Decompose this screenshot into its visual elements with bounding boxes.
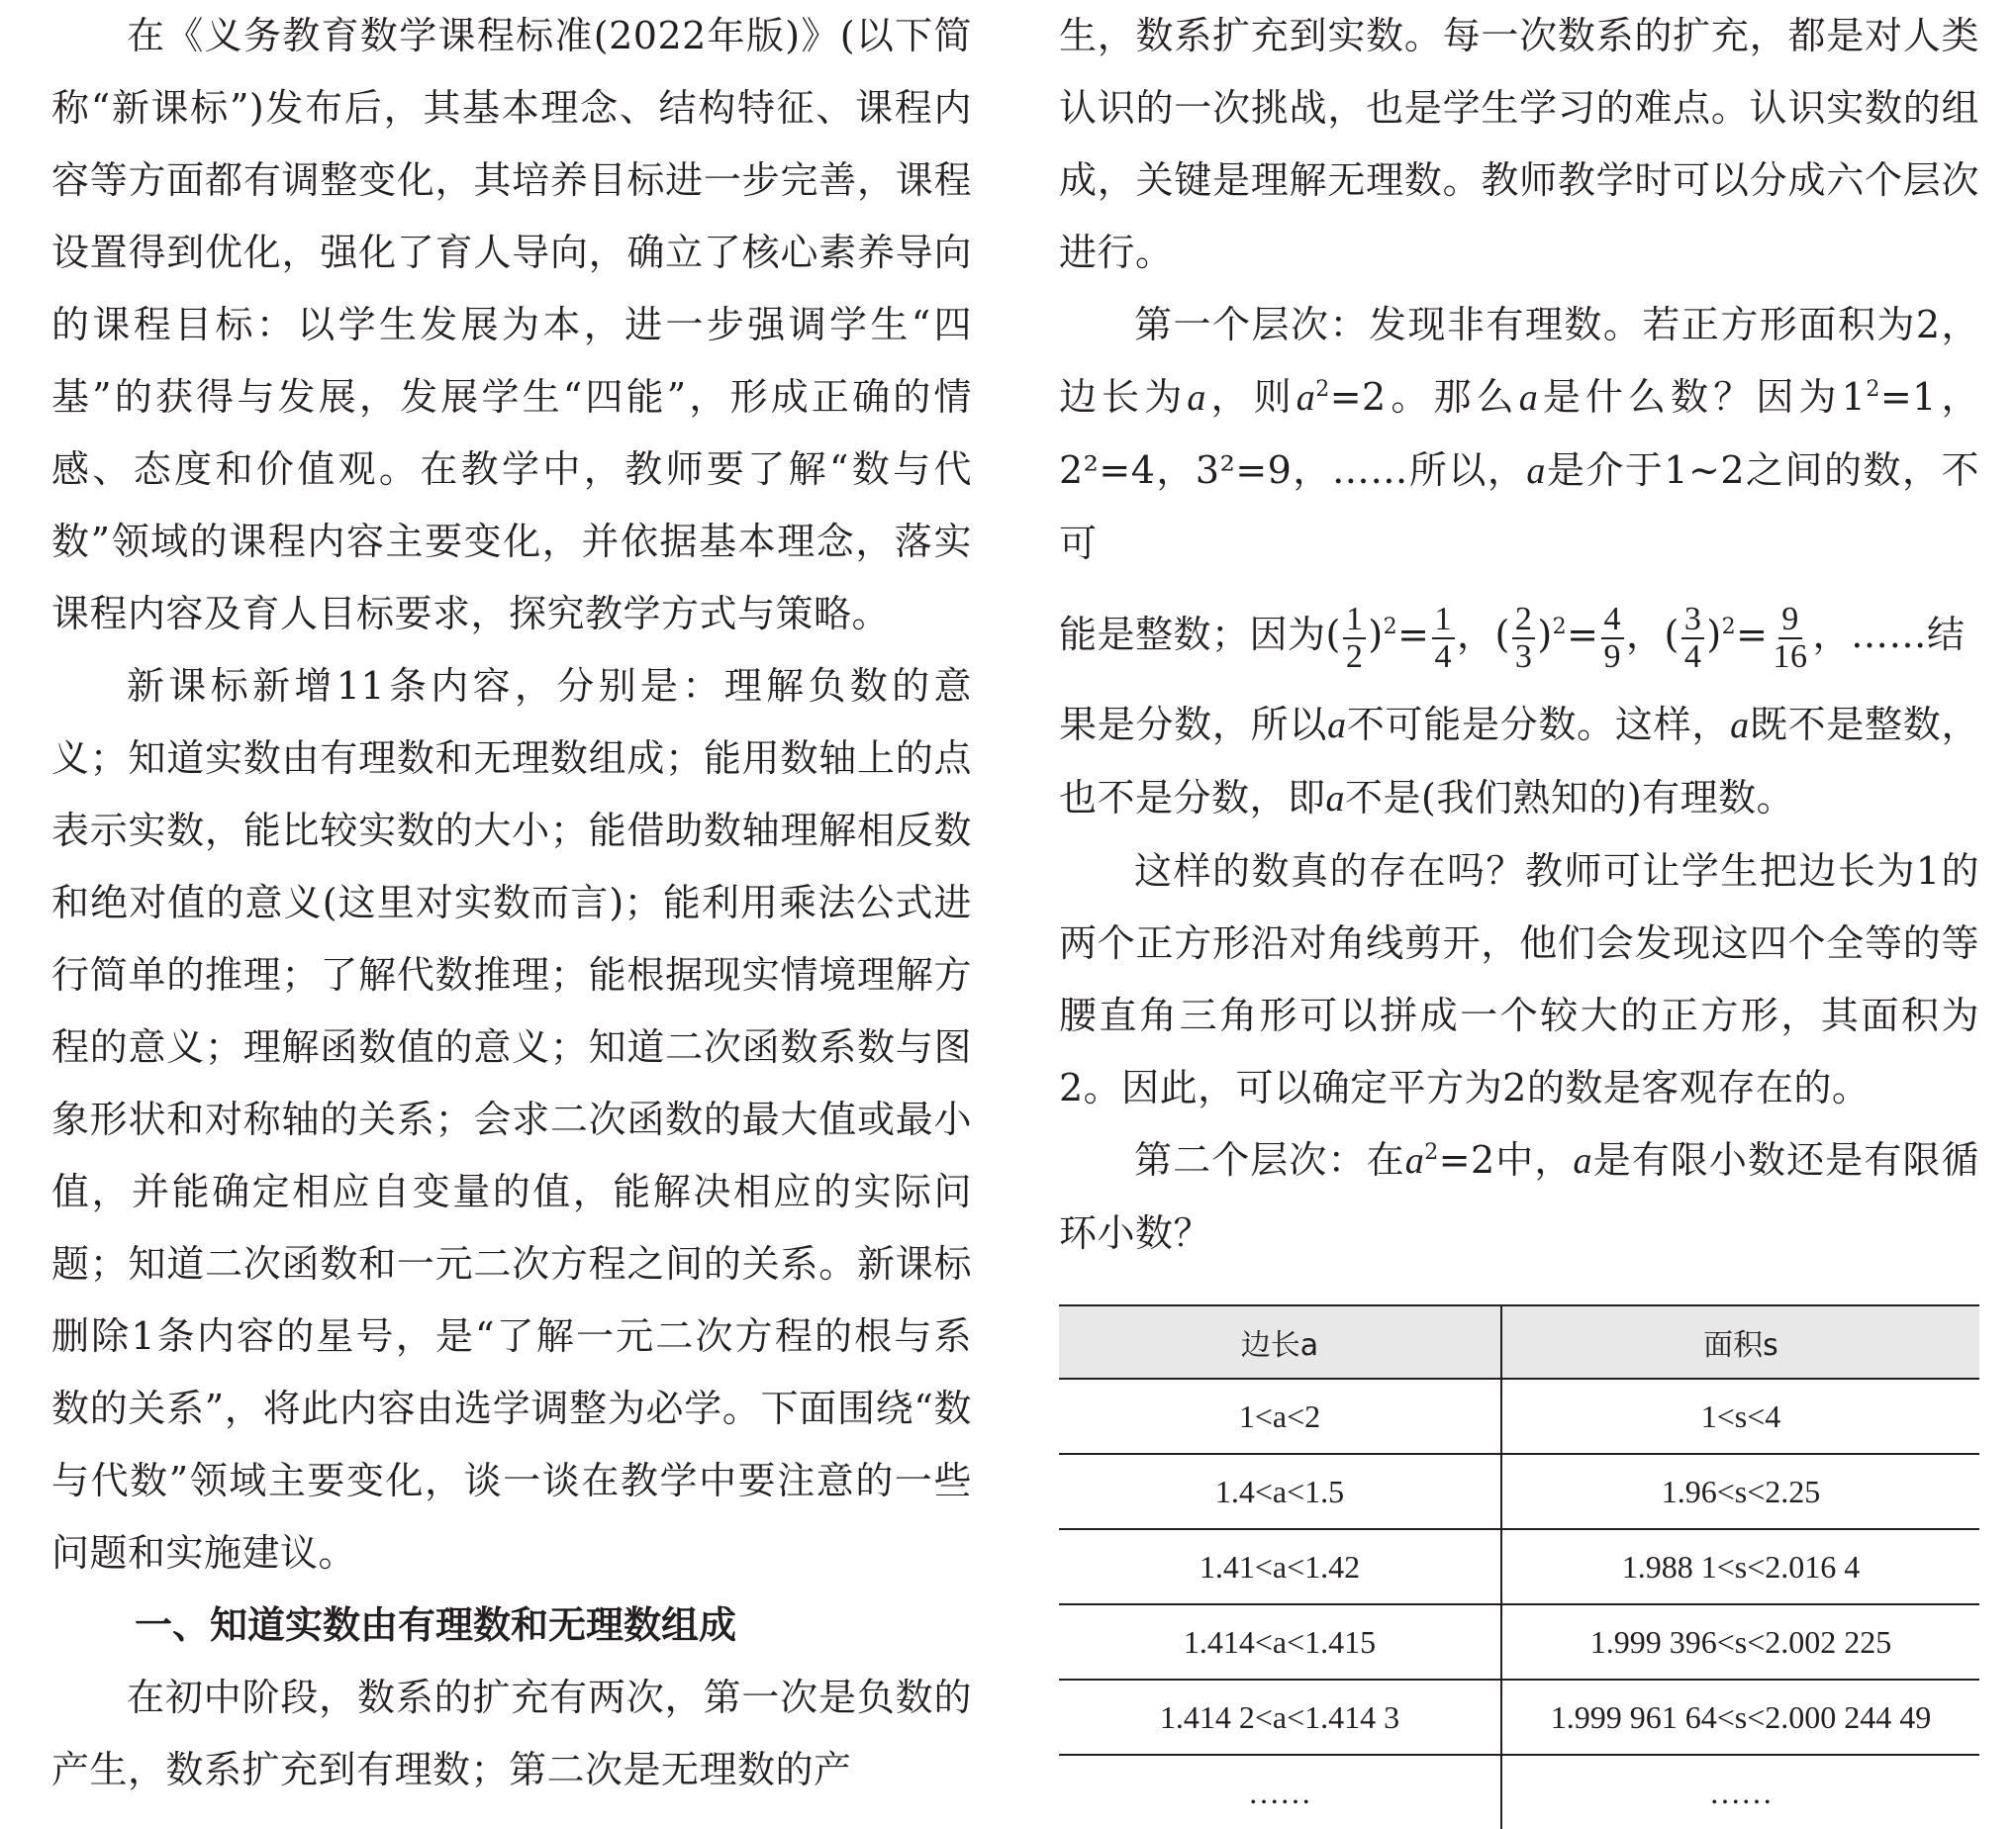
table-cell: 1<a<2 [1059, 1379, 1501, 1454]
table-cell: 1.96<s<2.25 [1501, 1454, 1979, 1529]
level-one-conclusion: 果是分数，所以a不可能是分数。这样，a既不是整数，也不是分数，即a不是(我们熟知的)有理数。 [1059, 703, 1979, 819]
table-row [1059, 1529, 1979, 1604]
fraction-3-4: $\frac{3}{4}$ [1681, 602, 1705, 675]
table-cell: 1.414 2<a<1.414 3 [1059, 1680, 1501, 1755]
fraction-9-16: $\frac{9}{16}$ [1773, 600, 1808, 675]
approximation-table [1059, 1304, 1979, 1829]
intro-paragraph: 在《义务教育数学课程标准(2022年版)》(以下简称“新课标”)发布后，其基本理念、结构特征、课程内容等方面都有调整变化，其培养目标进一步完善，课程设置得到优化，强化了育人导向，确立了核心素养导向的课程目标：以学生发展为本，进一步强调学生“四基”的获得与发展，发展学生“四能”，形成正确的情感、态度和价值观。在教学中，教师要了解“数与代数”领域的课程内容主要变化，并依据基本理念，落实课程内容及育人目标要求，探究教学方式与策略。 [51, 14, 972, 635]
table-row [1059, 1680, 1979, 1755]
new-content-paragraph: 新课标新增11条内容，分别是：理解负数的意义；知道实数由有理数和无理数组成；能用数轴上的点表示实数，能比较实数的大小；能借助数轴理解相反数和绝对值的意义(这里对实数而言)；能利用乘法公式进行简单的推理；了解代数推理；能根据现实情境理解方程的意义；理解函数值的意义；知道二次函数系数与图象形状和对称轴的关系；会求二次函数的最大值或最小值，并能确定相应自变量的值，能解决相应的实际问题；知道二次函数和一元二次方程之间的关系。新课标删除1条内容的星号，是“了解一元二次方程的根与系数的关系”，将此内容由选学调整为必学。下面围绕“数与代数”领域主要变化，谈一谈在教学中要注意的一些问题和实施建议。 [51, 664, 972, 1575]
right-column [1059, 0, 1979, 1270]
fraction-line: 能是整数；因为( $\frac{1}{2}$ )$^2$= $\frac{1}{4}$ ，( $\frac{2}{3}$ )$^2$= $\frac{4}{9}$ ，( $\frac{3}{4}$ )$^2$= $\frac{9}{16}$ ，……结 [1059, 600, 1966, 675]
existence-paragraph: 这样的数真的存在吗？教师可让学生把边长为1的两个正方形沿对角线剪开，他们会发现这四个全等的等腰直角三角形可以拼成一个较大的正方形，其面积为2。因此，可以确定平方为2的数是客观存在的。 [1059, 849, 1979, 1109]
level-one-paragraph: 第一个层次：发现非有理数。若正方形面积为2，边长为a，则$a^2=2$。那么a是什么数？因为$1^2=1$， 2²=4，3²=9，……所以，a是介于1~2之间的数，不可 [1059, 303, 1979, 565]
table-cell: 1.988 1<s<2.016 4 [1501, 1529, 1979, 1604]
fraction-1-2: $\frac{1}{2}$ [1343, 602, 1367, 675]
table-cell: 1.41<a<1.42 [1059, 1529, 1501, 1604]
table-row [1059, 1755, 1979, 1829]
table-row [1059, 1454, 1979, 1529]
fraction-4-9: $\frac{4}{9}$ [1601, 602, 1625, 675]
table-row [1059, 1379, 1979, 1454]
level-two-paragraph: 第二个层次：在$a^2=2$中，a是有限小数还是有限循环小数？ [1059, 1138, 1979, 1255]
header-side-length: 边长a [1059, 1305, 1501, 1379]
section-heading: 一、知道实数由有理数和无理数组成 [135, 1603, 737, 1647]
table-cell: 1.4<a<1.5 [1059, 1454, 1501, 1529]
table-cell: 1.414<a<1.415 [1059, 1604, 1501, 1680]
fraction-2-3: $\frac{2}{3}$ [1512, 602, 1536, 675]
table-row [1059, 1604, 1979, 1680]
table-header-row [1059, 1305, 1979, 1379]
right-paragraph-1: 生，数系扩充到实数。每一次数系的扩充，都是对人类认识的一次挑战，也是学生学习的难点。认识实数的组成，关键是理解无理数。教师教学时可以分成六个层次进行。 [1059, 14, 1979, 274]
table-cell: …… [1709, 1774, 1773, 1810]
table-cell: …… [1059, 1755, 1501, 1829]
table-cell: 1.999 396<s<2.002 225 [1501, 1604, 1979, 1680]
left-column [51, 0, 972, 1806]
table-cell: 1.999 961 64<s<2.000 244 49 [1501, 1680, 1979, 1755]
fraction-1-4: $\frac{1}{4}$ [1432, 602, 1456, 675]
header-area: 面积s [1501, 1305, 1979, 1379]
number-system-paragraph: 在初中阶段，数系的扩充有两次，第一次是负数的产生，数系扩充到有理数；第二次是无理数的产 [51, 1676, 972, 1791]
table-cell: 1<s<4 [1501, 1379, 1979, 1454]
